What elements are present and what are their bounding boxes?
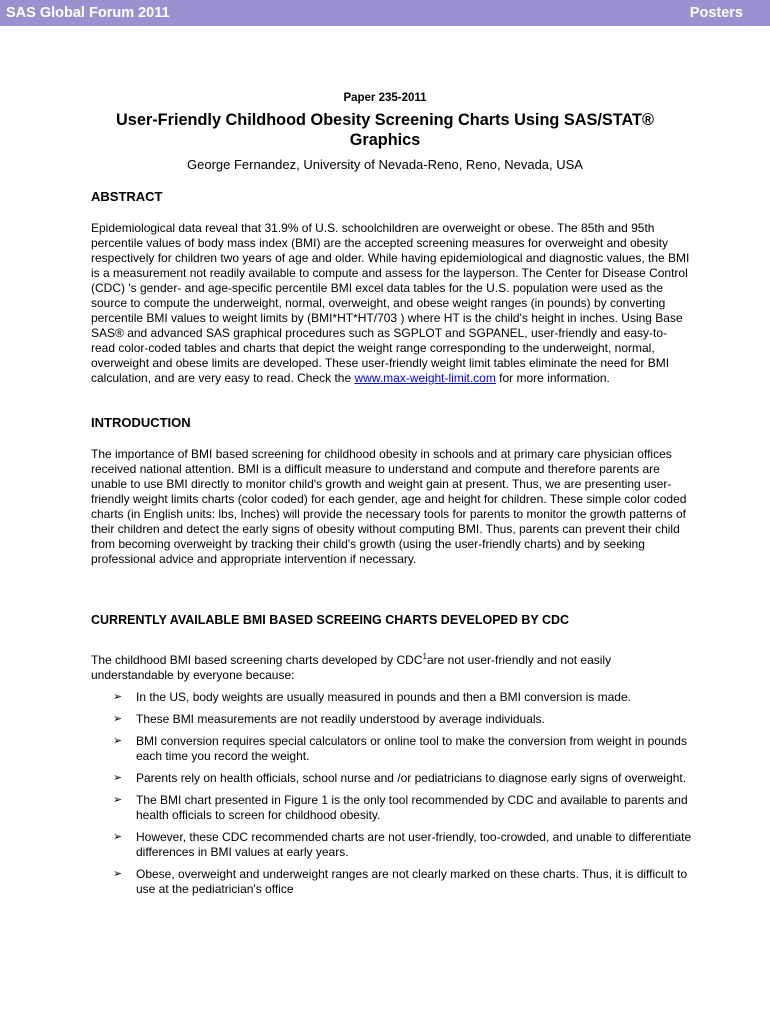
list-item-text: These BMI measurements are not readily understood by average individuals.: [136, 712, 545, 726]
cdc-intro-paragraph: [91, 653, 691, 683]
list-item: [113, 793, 693, 823]
list-item: [113, 690, 693, 705]
list-item-text: However, these CDC recommended charts are not user-friendly, too-crowded, and unable to differentiate differences in BMI values at early years.: [136, 830, 692, 859]
arrow-bullet-icon: ➢: [113, 735, 123, 747]
list-item-text: In the US, body weights are usually measured in pounds and then a BMI conversion is made.: [136, 690, 631, 704]
footnote-marker: 1: [422, 652, 427, 661]
abstract-heading: ABSTRACT: [91, 189, 163, 204]
list-item-text: BMI conversion requires special calculators or online tool to make the conversion from weight in pounds each time you record the weight.: [136, 734, 687, 763]
arrow-bullet-icon: ➢: [113, 691, 123, 703]
cdc-intro-text: The childhood BMI based screening charts developed by CDC: [91, 653, 423, 667]
list-item: [113, 734, 693, 764]
page-header-bar: [0, 0, 770, 26]
bullet-list: [113, 690, 693, 904]
website-link[interactable]: www.max-weight-limit.com: [354, 371, 496, 385]
cdc-intro-text-end: are not user-friendly and not easily understandable by everyone because:: [91, 653, 612, 682]
introduction-heading: INTRODUCTION: [91, 415, 191, 430]
introduction-paragraph: The importance of BMI based screening for childhood obesity in schools and at primary care physician offices received national attention. BMI is a difficult measure to understand and compute and therefore parents are unable to use BMI directly to monitor child's growth and weight gain at present. Thus, we are presenting user-friendly weight limits charts (color coded) for each gender, age and height for children. These simple color coded charts (in English units: lbs, Inches) will provide the necessary tools for parents to monitor the growth patterns of their children and detect the early signs of obesity without computing BMI. Thus, parents can prevent their child from becoming overweight by tracking their child's growth (using the user-friendly charts) and by seeking professional advice and appropriate intervention if necessary.: [91, 447, 687, 566]
list-item: [113, 712, 693, 727]
paper-number: Paper 235-2011: [343, 92, 427, 104]
section-label: Posters: [689, 5, 743, 21]
list-item: [113, 771, 693, 786]
list-item-text: The BMI chart presented in Figure 1 is the only tool recommended by CDC and available to parents and health officials to screen for childhood obesity.: [136, 793, 688, 822]
arrow-bullet-icon: ➢: [113, 794, 123, 806]
author-line: George Fernandez, University of Nevada-Reno, Reno, Nevada, USA: [187, 157, 583, 172]
list-item-text: Parents rely on health officials, school nurse and /or pediatricians to diagnose early signs of overweight.: [136, 771, 687, 785]
arrow-bullet-icon: ➢: [113, 868, 123, 880]
paper-title: User-Friendly Childhood Obesity Screening Charts Using SAS/STAT® Graphics: [116, 111, 654, 149]
abstract-paragraph: [91, 221, 691, 386]
conference-name: SAS Global Forum 2011: [6, 5, 170, 21]
arrow-bullet-icon: ➢: [113, 713, 123, 725]
cdc-section-heading: CURRENTLY AVAILABLE BMI BASED SCREEING CHARTS DEVELOPED BY CDC: [91, 613, 570, 627]
list-item: [113, 830, 693, 860]
list-item-text: Obese, overweight and underweight ranges are not clearly marked on these charts. Thus, it is difficult to use at the pediatrician's office: [136, 867, 688, 896]
arrow-bullet-icon: ➢: [113, 831, 123, 843]
abstract-text-end: for more information.: [495, 371, 610, 385]
arrow-bullet-icon: ➢: [113, 772, 123, 784]
abstract-text: Epidemiological data reveal that 31.9% of U.S. schoolchildren are overweight or obese. The 85th and 95th percentile values of body mass index (BMI) are the accepted screening measures for overweight and obesity respectively for children two years of age and older. While having epidemiological and diagnostic values, the BMI is a measurement not readily available to compute and assess for the layperson. The Center for Disease Control (CDC) 's gender- and age-specific percentile BMI excel data tables for the U.S. population were used as the source to compute the underweight, normal, overweight, and obese weight ranges (in pounds) by converting percentile BMI values to weight limits by (BMI*HT*HT/703 ) where HT is the child's height in inches. Using Base SAS® and advanced SAS graphical procedures such as SGPLOT and SGPANEL, user-friendly and easy-to-read color-coded tables and charts that depict the weight range corresponding to the underweight, normal, overweight and obese limits are developed. These user-friendly weight limit tables eliminate the need for BMI calculation, and are very easy to read. Check the: [91, 221, 690, 385]
list-item: [113, 867, 693, 897]
